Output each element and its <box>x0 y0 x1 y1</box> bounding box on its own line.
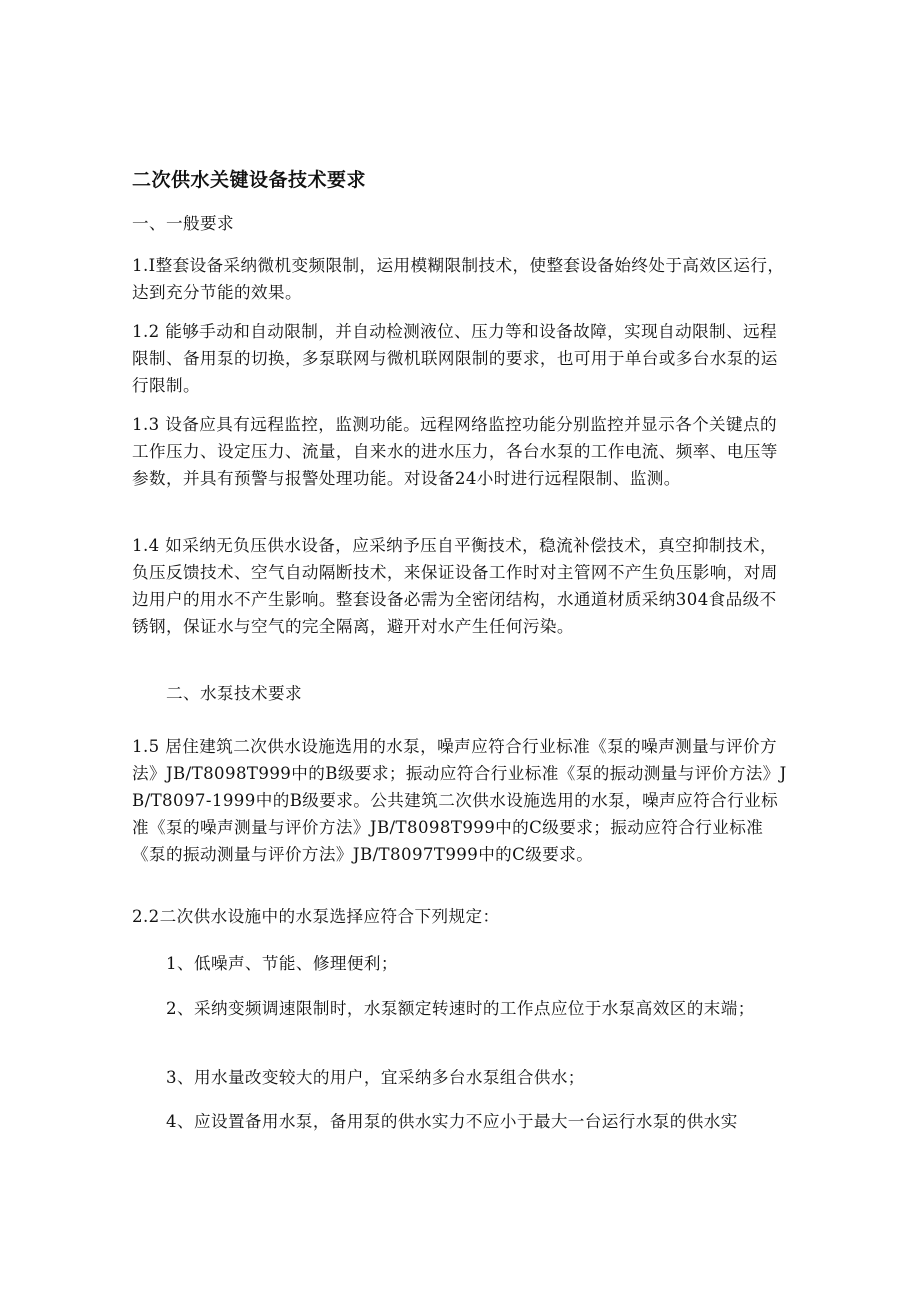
section-heading-general: 一、一般要求 <box>132 214 234 233</box>
paragraph-1-2: 1.2 能够手动和自动限制，并自动检测液位、压力等和设备故障，实现自动限制、远程限制、备用泵的切换，多泵联网与微机联网限制的要求，也可用于单台或多台水泵的运行限制。 <box>132 322 778 395</box>
paragraph-2-2: 2.2二次供水设施中的水泵选择应符合下列规定： <box>132 907 500 926</box>
list-item-4: 4、应设置备用水泵，备用泵的供水实力不应小于最大一台运行水泵的供水实 <box>166 1112 738 1131</box>
list-item-3: 3、用水量改变较大的用户，宜采纳多台水泵组合供水； <box>166 1068 585 1087</box>
document-title: 二次供水关键设备技术要求 <box>132 169 367 191</box>
paragraph-1-4: 1.4 如采纳无负压供水设备，应采纳予压自平衡技术，稳流补偿技术，真空抑制技术，负压反馈技术、空气自动隔断技术，来保证设备工作时对主管网不产生负压影响，对周边用户的用水不产生影响。整套设备必需为全密闭结构，水通道材质采纳304食品级不锈钢，保证水与空气的完全隔离，避开对水产生任何污染。 <box>132 536 778 636</box>
list-item-2: 2、采纳变频调速限制时，水泵额定转速时的工作点应位于水泵高效区的末端； <box>166 999 755 1018</box>
paragraph-1-3: 1.3 设备应具有远程监控，监测功能。远程网络监控功能分别监控并显示各个关键点的工作压力、设定压力、流量，自来水的进水压力，各台水泵的工作电流、频率、电压等参数，并具有预警与报警处理功能。对设备24小时进行远程限制、监测。 <box>132 415 778 488</box>
section-heading-pump: 二、水泵技术要求 <box>166 684 302 703</box>
list-item-1: 1、低噪声、节能、修理便利； <box>166 954 398 973</box>
paragraph-1-5: 1.5 居住建筑二次供水设施选用的水泵，噪声应符合行业标准《泵的噪声测量与评价方法》JB/T8098T999中的B级要求；振动应符合行业标准《泵的振动测量与评价方法》JB/T8097-1999中的B级要求。公共建筑二次供水设施选用的水泵，噪声应符合行业标准《泵的噪声测量与评价方法》JB/T8098T999中的C级要求；振动应符合行业标准《泵的振动测量与评价方法》JB/T8097T999中的C级要求。 <box>132 737 787 864</box>
paragraph-1-1: 1.I整套设备采纳微机变频限制，运用模糊限制技术，使整套设备始终处于高效区运行，达到充分节能的效果。 <box>132 256 785 302</box>
